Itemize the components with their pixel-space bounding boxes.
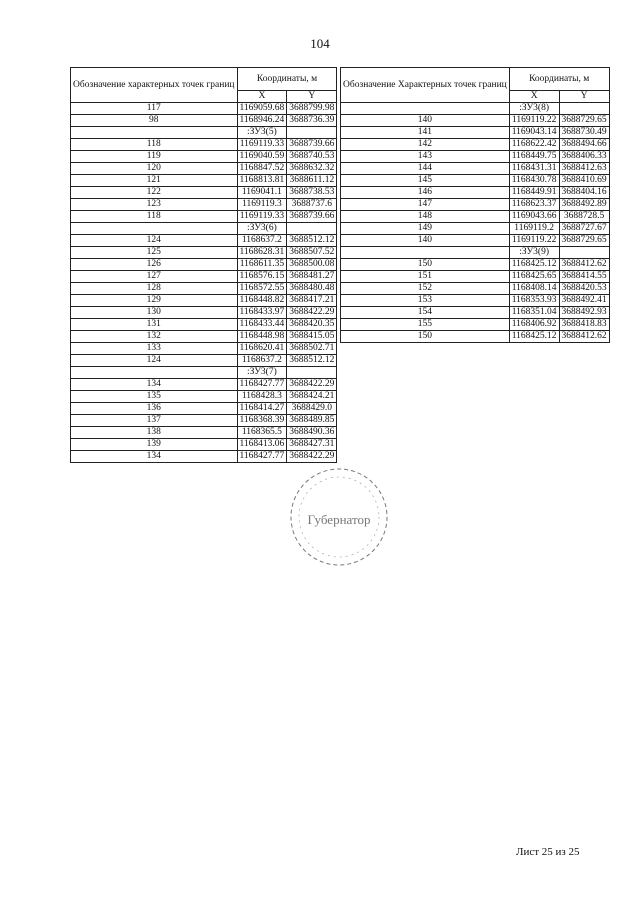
- x-value: 1168427.77: [237, 451, 287, 463]
- x-value: 1168572.55: [237, 283, 287, 295]
- point-number: 137: [71, 415, 238, 427]
- point-number: 130: [71, 307, 238, 319]
- section-label: :ЗУ3(7): [237, 367, 287, 379]
- point-number: 119: [71, 151, 238, 163]
- x-value: 1168449.91: [509, 187, 559, 199]
- table-row: [341, 175, 610, 187]
- table-row: [341, 223, 610, 235]
- table-row: [71, 319, 337, 331]
- y-value: 3688481.27: [287, 271, 337, 283]
- y-value: 3688739.66: [287, 211, 337, 223]
- table-row: [71, 187, 337, 199]
- x-value: 1168623.37: [509, 199, 559, 211]
- table-row: [71, 199, 337, 211]
- x-value: 1168637.2: [237, 355, 287, 367]
- empty-cell: [559, 247, 609, 259]
- y-value: 3688415.05: [287, 331, 337, 343]
- y-value: 3688729.65: [559, 115, 609, 127]
- point-number: 118: [71, 211, 238, 223]
- table-row: [71, 379, 337, 391]
- x-value: 1168414.27: [237, 403, 287, 415]
- y-value: 3688611.12: [287, 175, 337, 187]
- table-row: [71, 211, 337, 223]
- table-row: [71, 307, 337, 319]
- table-row: [71, 403, 337, 415]
- empty-cell: [341, 247, 510, 259]
- y-value: 3688492.89: [559, 199, 609, 211]
- coordinates-table-left: [70, 67, 337, 463]
- table-row: [71, 163, 337, 175]
- y-value: 3688492.41: [559, 295, 609, 307]
- table-row: [341, 235, 610, 247]
- y-value: 3688738.53: [287, 187, 337, 199]
- y-value: 3688404.16: [559, 187, 609, 199]
- y-value: 3688429.0: [287, 403, 337, 415]
- x-value: 1168847.52: [237, 163, 287, 175]
- y-value: 3688420.53: [559, 283, 609, 295]
- table-row: [341, 295, 610, 307]
- x-value: 1169119.22: [509, 115, 559, 127]
- point-number: 145: [341, 175, 510, 187]
- designation-header: Обозначение Характерных точек границ: [341, 68, 510, 103]
- y-value: 3688512.12: [287, 235, 337, 247]
- table-row: [71, 271, 337, 283]
- table-row: [341, 307, 610, 319]
- empty-cell: [71, 223, 238, 235]
- point-number: 121: [71, 175, 238, 187]
- y-value: 3688799.98: [287, 103, 337, 115]
- point-number: 129: [71, 295, 238, 307]
- point-number: 132: [71, 331, 238, 343]
- x-header: X: [237, 91, 287, 103]
- table-row: [71, 367, 337, 379]
- x-value: 1169041.1: [237, 187, 287, 199]
- x-value: 1168576.15: [237, 271, 287, 283]
- point-number: 138: [71, 427, 238, 439]
- y-value: 3688500.08: [287, 259, 337, 271]
- empty-cell: [71, 367, 238, 379]
- point-number: 118: [71, 139, 238, 151]
- table-row: [71, 175, 337, 187]
- x-value: 1168425.12: [509, 331, 559, 343]
- x-value: 1168430.78: [509, 175, 559, 187]
- point-number: 135: [71, 391, 238, 403]
- point-number: 124: [71, 355, 238, 367]
- y-value: 3688740.53: [287, 151, 337, 163]
- table-row: [341, 259, 610, 271]
- y-value: 3688406.33: [559, 151, 609, 163]
- x-value: 1168946.24: [237, 115, 287, 127]
- x-value: 1168413.06: [237, 439, 287, 451]
- empty-cell: [341, 103, 510, 115]
- point-number: 98: [71, 115, 238, 127]
- y-value: 3688739.66: [287, 139, 337, 151]
- x-value: 1168408.14: [509, 283, 559, 295]
- x-value: 1169119.33: [237, 211, 287, 223]
- point-number: 127: [71, 271, 238, 283]
- x-value: 1168365.5: [237, 427, 287, 439]
- point-number: 117: [71, 103, 238, 115]
- point-number: 140: [341, 115, 510, 127]
- x-value: 1169040.59: [237, 151, 287, 163]
- y-value: 3688730.49: [559, 127, 609, 139]
- y-value: 3688727.67: [559, 223, 609, 235]
- section-label: :ЗУ3(6): [237, 223, 287, 235]
- point-number: 141: [341, 127, 510, 139]
- y-value: 3688417.21: [287, 295, 337, 307]
- point-number: 123: [71, 199, 238, 211]
- y-value: 3688632.32: [287, 163, 337, 175]
- y-value: 3688412.62: [559, 331, 609, 343]
- y-value: 3688494.66: [559, 139, 609, 151]
- x-value: 1169119.2: [509, 223, 559, 235]
- x-value: 1169059.68: [237, 103, 287, 115]
- x-value: 1168425.65: [509, 271, 559, 283]
- section-label: :ЗУ3(5): [237, 127, 287, 139]
- empty-cell: [287, 127, 337, 139]
- y-value: 3688412.62: [559, 259, 609, 271]
- y-value: 3688736.39: [287, 115, 337, 127]
- coords-header: Координаты, м: [237, 68, 337, 91]
- x-value: 1168628.31: [237, 247, 287, 259]
- table-row: [341, 151, 610, 163]
- sheet-footer: Лист 25 из 25: [516, 846, 580, 858]
- coordinates-table-right: [340, 67, 610, 343]
- y-value: 3688737.6: [287, 199, 337, 211]
- point-number: 134: [71, 379, 238, 391]
- point-number: 155: [341, 319, 510, 331]
- y-value: 3688492.93: [559, 307, 609, 319]
- y-value: 3688422.29: [287, 307, 337, 319]
- table-row: [71, 295, 337, 307]
- point-number: 153: [341, 295, 510, 307]
- point-number: 140: [341, 235, 510, 247]
- y-value: 3688512.12: [287, 355, 337, 367]
- y-value: 3688490.36: [287, 427, 337, 439]
- x-value: 1168428.3: [237, 391, 287, 403]
- point-number: 125: [71, 247, 238, 259]
- x-value: 1168449.75: [509, 151, 559, 163]
- point-number: 126: [71, 259, 238, 271]
- table-row: [71, 127, 337, 139]
- y-value: 3688410.69: [559, 175, 609, 187]
- table-row: [71, 439, 337, 451]
- x-header: X: [509, 91, 559, 103]
- section-label: :ЗУ3(8): [509, 103, 559, 115]
- table-row: [71, 391, 337, 403]
- table-row: [71, 115, 337, 127]
- table-row: [341, 247, 610, 259]
- x-value: 1169119.33: [237, 139, 287, 151]
- y-value: 3688412.63: [559, 163, 609, 175]
- y-value: 3688414.55: [559, 271, 609, 283]
- table-row: [71, 355, 337, 367]
- x-value: 1168448.98: [237, 331, 287, 343]
- x-value: 1168433.97: [237, 307, 287, 319]
- x-value: 1169043.66: [509, 211, 559, 223]
- x-value: 1168620.41: [237, 343, 287, 355]
- y-value: 3688507.52: [287, 247, 337, 259]
- y-value: 3688420.35: [287, 319, 337, 331]
- x-value: 1168622.42: [509, 139, 559, 151]
- y-value: 3688729.65: [559, 235, 609, 247]
- point-number: 131: [71, 319, 238, 331]
- empty-cell: [287, 367, 337, 379]
- point-number: 144: [341, 163, 510, 175]
- table-body-right: [341, 103, 610, 343]
- empty-cell: [71, 127, 238, 139]
- table-row: [71, 283, 337, 295]
- point-number: 122: [71, 187, 238, 199]
- table-row: [341, 139, 610, 151]
- y-value: 3688427.31: [287, 439, 337, 451]
- x-value: 1168425.12: [509, 259, 559, 271]
- y-header: Y: [559, 91, 609, 103]
- y-value: 3688502.71: [287, 343, 337, 355]
- section-label: :ЗУ3(9): [509, 247, 559, 259]
- y-header: Y: [287, 91, 337, 103]
- table-row: [71, 343, 337, 355]
- table-row: [341, 331, 610, 343]
- x-value: 1168406.92: [509, 319, 559, 331]
- table-row: [341, 103, 610, 115]
- point-number: 146: [341, 187, 510, 199]
- table-row: [341, 319, 610, 331]
- point-number: 154: [341, 307, 510, 319]
- table-row: [341, 283, 610, 295]
- page-number: 104: [310, 36, 330, 51]
- table-row: [71, 415, 337, 427]
- x-value: 1168433.44: [237, 319, 287, 331]
- point-number: 139: [71, 439, 238, 451]
- table-row: [71, 103, 337, 115]
- point-number: 148: [341, 211, 510, 223]
- table-body-left: [71, 103, 337, 463]
- coords-header: Координаты, м: [509, 68, 609, 91]
- table-row: [71, 151, 337, 163]
- point-number: 120: [71, 163, 238, 175]
- table-row: [341, 115, 610, 127]
- table-row: [71, 247, 337, 259]
- x-value: 1169119.22: [509, 235, 559, 247]
- table-row: [71, 139, 337, 151]
- y-value: 3688489.85: [287, 415, 337, 427]
- point-number: 147: [341, 199, 510, 211]
- x-value: 1168611.35: [237, 259, 287, 271]
- y-value: 3688480.48: [287, 283, 337, 295]
- table-row: [71, 259, 337, 271]
- empty-cell: [287, 223, 337, 235]
- y-value: 3688422.29: [287, 379, 337, 391]
- table-row: [341, 199, 610, 211]
- x-value: 1168637.2: [237, 235, 287, 247]
- point-number: 142: [341, 139, 510, 151]
- x-value: 1169043.14: [509, 127, 559, 139]
- point-number: 151: [341, 271, 510, 283]
- x-value: 1168427.77: [237, 379, 287, 391]
- x-value: 1168351.04: [509, 307, 559, 319]
- point-number: 124: [71, 235, 238, 247]
- table-row: [71, 223, 337, 235]
- table-row: [341, 127, 610, 139]
- stamp-text: Губернатор: [307, 512, 371, 527]
- y-value: 3688728.5: [559, 211, 609, 223]
- y-value: 3688422.29: [287, 451, 337, 463]
- designation-header: Обозначение характерных точек границ: [71, 68, 238, 103]
- x-value: 1168448.82: [237, 295, 287, 307]
- point-number: 150: [341, 331, 510, 343]
- point-number: 152: [341, 283, 510, 295]
- empty-cell: [559, 103, 609, 115]
- official-stamp: [284, 462, 394, 572]
- x-value: 1168353.93: [509, 295, 559, 307]
- x-value: 1169119.3: [237, 199, 287, 211]
- table-row: [341, 211, 610, 223]
- table-row: [341, 271, 610, 283]
- table-row: [341, 163, 610, 175]
- table-row: [341, 187, 610, 199]
- x-value: 1168813.81: [237, 175, 287, 187]
- point-number: 136: [71, 403, 238, 415]
- table-row: [71, 235, 337, 247]
- y-value: 3688418.83: [559, 319, 609, 331]
- table-row: [71, 427, 337, 439]
- y-value: 3688424.21: [287, 391, 337, 403]
- point-number: 134: [71, 451, 238, 463]
- point-number: 150: [341, 259, 510, 271]
- point-number: 128: [71, 283, 238, 295]
- x-value: 1168431.31: [509, 163, 559, 175]
- point-number: 143: [341, 151, 510, 163]
- x-value: 1168368.39: [237, 415, 287, 427]
- table-row: [71, 331, 337, 343]
- point-number: 149: [341, 223, 510, 235]
- point-number: 133: [71, 343, 238, 355]
- table-row: [71, 451, 337, 463]
